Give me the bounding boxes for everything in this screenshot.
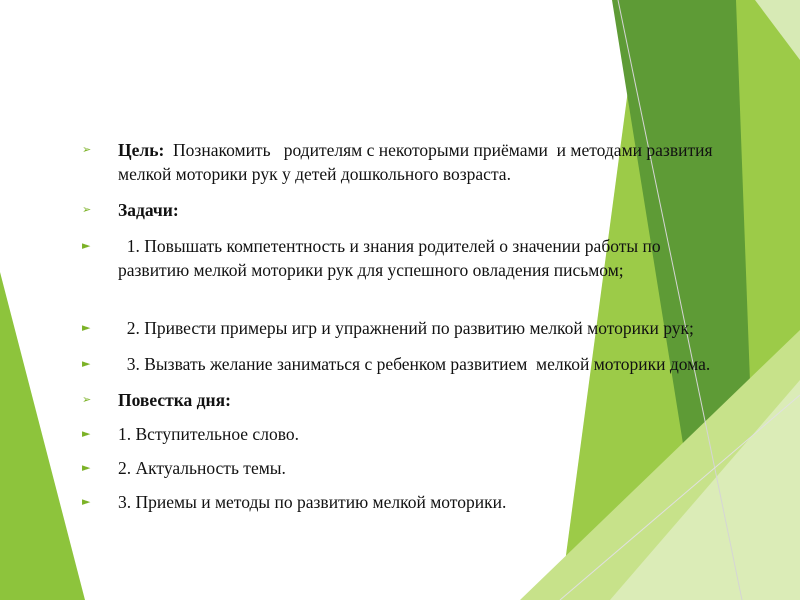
triangle-bullet-icon: ► [82,427,91,440]
slide-content [82,138,722,514]
goal-text [118,138,722,186]
tasks-heading-item [82,198,722,222]
arrow-bullet-icon: ➢ [82,393,92,406]
task-item [82,234,722,282]
agenda-item [82,490,722,514]
arrow-bullet-icon: ➢ [82,143,92,156]
task-item [82,316,722,340]
left-green-triangle [0,272,85,600]
task-item [82,352,722,376]
goal-item [82,138,722,186]
agenda-text: 1. Вступительное слово. [118,424,299,444]
triangle-bullet-icon: ► [82,495,91,508]
task-text: 1. Повышать компетентность и знания родителей о значении работы по развитию мелкой моторики рук для успешного овладения письмом; [118,236,666,280]
task-text: 2. Привести примеры игр и упражнений по развитию мелкой моторики рук; [118,318,694,338]
agenda-heading-item [82,388,722,412]
triangle-bullet-icon: ► [82,357,91,370]
agenda-item [82,422,722,446]
triangle-bullet-icon: ► [82,239,91,252]
task-text: 3. Вызвать желание заниматься с ребенком развитием мелкой моторики дома. [118,354,711,374]
triangle-bullet-icon: ► [82,461,91,474]
tasks-label: Задачи: [118,200,179,220]
agenda-text: 3. Приемы и методы по развитию мелкой моторики. [118,492,507,512]
triangle-bullet-icon: ► [82,321,91,334]
agenda-text: 2. Актуальность темы. [118,458,286,478]
goal-description: Познакомить родителям с некоторыми приёмами и методами развития мелкой моторики рук у детей дошкольного возраста. [118,140,717,184]
agenda-item [82,456,722,480]
agenda-label: Повестка дня: [118,390,231,410]
goal-label: Цель: [118,140,165,160]
arrow-bullet-icon: ➢ [82,203,92,216]
